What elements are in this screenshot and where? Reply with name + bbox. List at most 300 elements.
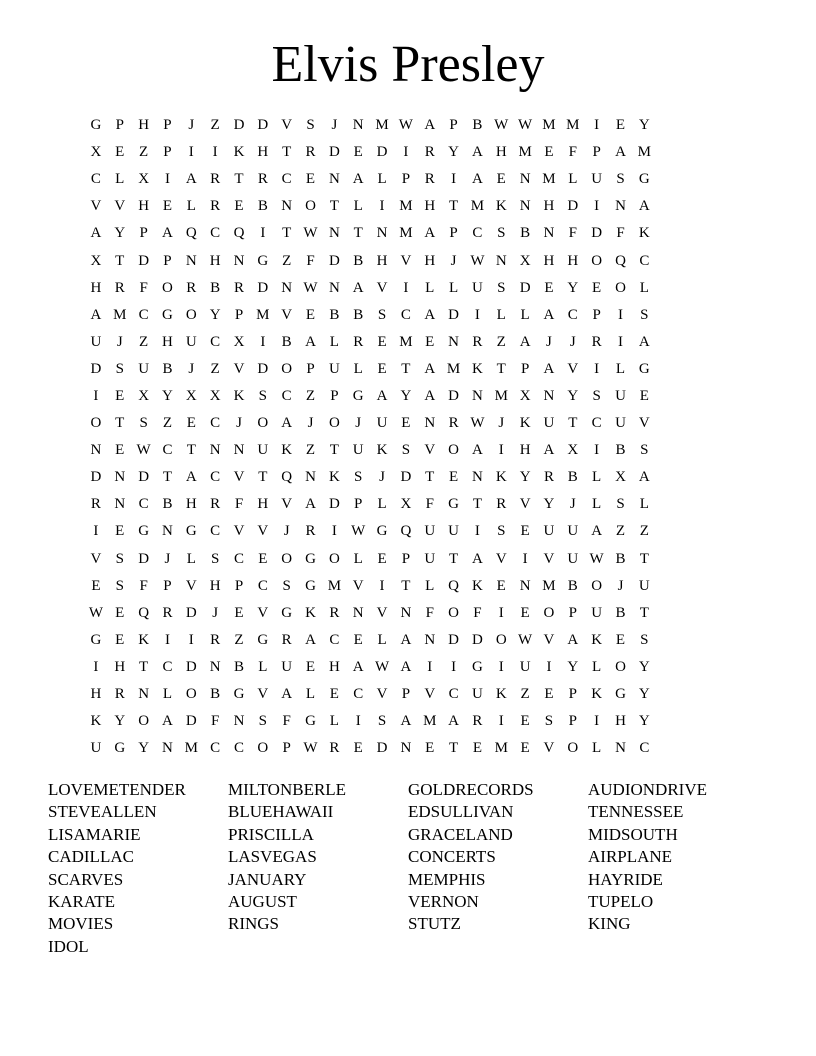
grid-letter: B xyxy=(257,198,268,215)
word-list-item: TENNESSEE xyxy=(588,802,684,822)
word-list-item: EDSULLIVAN xyxy=(408,802,514,822)
grid-letter: L xyxy=(639,496,649,513)
grid-letter: R xyxy=(210,496,221,513)
grid-letter: A xyxy=(352,658,364,675)
grid-letter: J xyxy=(307,415,314,432)
grid-letter: O xyxy=(162,279,173,296)
grid-letter: F xyxy=(568,225,577,242)
grid-letter: E xyxy=(353,144,363,161)
grid-letter: C xyxy=(162,442,173,459)
grid-letter: X xyxy=(400,496,412,513)
grid-letter: R xyxy=(114,279,125,296)
grid-letter: S xyxy=(258,713,267,730)
grid-letter: H xyxy=(519,442,531,459)
grid-letter: T xyxy=(282,225,292,242)
grid-letter: U xyxy=(448,523,459,540)
grid-letter: E xyxy=(544,144,554,161)
grid-letter: N xyxy=(281,279,293,296)
grid-letter: T xyxy=(282,144,292,161)
grid-letter: N xyxy=(328,171,340,188)
grid-letter: E xyxy=(162,198,173,215)
grid-letter: E xyxy=(448,469,459,486)
grid-letter: D xyxy=(448,387,459,404)
grid-letter: Y xyxy=(114,225,126,242)
grid-letter: K xyxy=(495,469,507,486)
grid-letter: U xyxy=(138,360,150,377)
grid-letter: I xyxy=(594,442,600,459)
grid-letter: T xyxy=(139,658,149,675)
grid-letter: Y xyxy=(400,387,412,404)
grid-letter: S xyxy=(210,550,220,567)
grid-letter: U xyxy=(257,442,269,459)
grid-letter: H xyxy=(543,252,555,269)
grid-letter: E xyxy=(592,279,602,296)
grid-letter: Y xyxy=(543,496,555,513)
grid-letter: I xyxy=(188,144,194,161)
grid-letter: L xyxy=(425,279,435,296)
grid-letter: U xyxy=(352,442,364,459)
grid-letter: N xyxy=(615,740,626,757)
grid-letter: G xyxy=(305,550,316,567)
grid-letter: D xyxy=(233,117,245,134)
grid-letter: N xyxy=(328,279,340,296)
word-list-item: VERNON xyxy=(408,892,479,912)
grid-letter: R xyxy=(210,171,221,188)
grid-letter: J xyxy=(283,523,290,540)
grid-letter: V xyxy=(543,631,555,648)
grid-letter: H xyxy=(185,496,197,513)
grid-letter: O xyxy=(543,604,555,621)
grid-letter: L xyxy=(329,713,339,730)
grid-letter: V xyxy=(519,496,531,513)
grid-letter: Y xyxy=(638,658,650,675)
grid-letter: Q xyxy=(185,225,197,242)
grid-letter: L xyxy=(425,577,435,594)
grid-letter: I xyxy=(93,387,99,404)
grid-letter: U xyxy=(424,550,436,567)
grid-letter: S xyxy=(592,387,601,404)
grid-letter: G xyxy=(305,713,316,730)
grid-letter: N xyxy=(305,469,316,486)
grid-letter: E xyxy=(115,442,125,459)
grid-letter: N xyxy=(472,469,483,486)
grid-letter: E xyxy=(377,550,387,567)
grid-letter: I xyxy=(451,658,457,675)
grid-letter: B xyxy=(520,225,531,242)
grid-letter: B xyxy=(233,658,244,675)
letter-grid xyxy=(84,112,656,762)
grid-letter: D xyxy=(328,144,340,161)
grid-letter: O xyxy=(257,415,269,432)
grid-letter: Y xyxy=(567,658,579,675)
grid-letter: V xyxy=(185,577,197,594)
grid-letter: I xyxy=(93,523,99,540)
grid-row xyxy=(84,681,656,708)
grid-letter: U xyxy=(543,523,555,540)
grid-letter: H xyxy=(138,117,150,134)
grid-letter: E xyxy=(544,686,554,703)
grid-letter: R xyxy=(114,686,125,703)
grid-letter: S xyxy=(258,387,267,404)
grid-letter: H xyxy=(567,252,579,269)
grid-letter: E xyxy=(115,144,125,161)
grid-letter: Z xyxy=(496,333,506,350)
grid-letter: K xyxy=(591,686,603,703)
grid-letter: K xyxy=(90,713,102,730)
grid-letter: D xyxy=(376,144,388,161)
grid-letter: E xyxy=(425,740,435,757)
grid-letter: N xyxy=(472,387,483,404)
grid-letter: I xyxy=(594,198,600,215)
grid-letter: E xyxy=(353,740,363,757)
grid-letter: E xyxy=(115,604,125,621)
grid-letter: T xyxy=(162,469,173,486)
grid-letter: I xyxy=(403,144,409,161)
grid-letter: S xyxy=(115,550,124,567)
grid-letter: Z xyxy=(520,686,530,703)
grid-letter: J xyxy=(164,550,171,567)
grid-letter: I xyxy=(498,442,504,459)
grid-letter: D xyxy=(400,469,412,486)
grid-letter: R xyxy=(257,171,268,188)
grid-letter: O xyxy=(615,279,626,296)
grid-letter: K xyxy=(281,442,293,459)
grid-letter: O xyxy=(591,577,603,594)
grid-letter: M xyxy=(399,225,413,242)
grid-letter: C xyxy=(281,387,292,404)
grid-letter: Z xyxy=(282,252,292,269)
grid-row xyxy=(84,329,656,356)
word-list-item: HAYRIDE xyxy=(588,869,663,889)
grid-letter: A xyxy=(352,171,364,188)
grid-letter: P xyxy=(449,117,458,134)
grid-letter: Z xyxy=(210,117,220,134)
grid-letter: C xyxy=(353,686,364,703)
grid-letter: R xyxy=(353,333,364,350)
grid-letter: Z xyxy=(305,442,316,459)
grid-letter: P xyxy=(401,171,411,188)
grid-letter: Y xyxy=(209,306,221,323)
grid-letter: S xyxy=(497,523,506,540)
grid-letter: W xyxy=(303,740,318,757)
grid-letter: A xyxy=(424,360,436,377)
grid-letter: P xyxy=(568,713,577,730)
grid-letter: U xyxy=(185,333,197,350)
grid-letter: F xyxy=(282,713,291,730)
grid-letter: Y xyxy=(567,387,579,404)
word-list-item: BLUEHAWAII xyxy=(228,802,334,822)
grid-letter: O xyxy=(305,198,316,215)
grid-letter: H xyxy=(162,333,173,350)
grid-letter: D xyxy=(472,631,483,648)
grid-letter: V xyxy=(376,604,388,621)
grid-letter: P xyxy=(520,360,530,377)
grid-letter: V xyxy=(233,469,245,486)
grid-letter: H xyxy=(495,144,507,161)
grid-letter: W xyxy=(398,117,413,134)
grid-row xyxy=(84,275,656,302)
grid-letter: W xyxy=(303,225,318,242)
grid-letter: U xyxy=(90,740,102,757)
grid-letter: D xyxy=(90,360,102,377)
grid-letter: C xyxy=(210,333,221,350)
grid-letter: J xyxy=(498,415,505,432)
grid-letter: D xyxy=(257,360,269,377)
grid-letter: X xyxy=(138,387,150,404)
grid-letter: P xyxy=(592,306,601,323)
grid-letter: V xyxy=(233,360,245,377)
grid-letter: W xyxy=(494,117,509,134)
grid-letter: E xyxy=(425,333,435,350)
grid-letter: E xyxy=(520,713,530,730)
grid-row xyxy=(84,139,656,166)
grid-letter: J xyxy=(569,333,576,350)
grid-letter: T xyxy=(329,442,339,459)
grid-letter: P xyxy=(234,577,244,594)
grid-letter: O xyxy=(591,252,603,269)
grid-letter: R xyxy=(329,740,340,757)
grid-letter: E xyxy=(91,577,101,594)
grid-letter: M xyxy=(542,577,556,594)
grid-letter: L xyxy=(162,686,173,703)
grid-letter: F xyxy=(425,496,434,513)
grid-letter: G xyxy=(448,496,459,513)
grid-letter: H xyxy=(90,279,102,296)
grid-letter: N xyxy=(495,252,507,269)
grid-letter: Y xyxy=(448,144,459,161)
grid-row xyxy=(84,112,656,139)
word-column xyxy=(48,779,228,958)
grid-letter: A xyxy=(472,144,483,161)
grid-row xyxy=(84,302,656,329)
grid-letter: B xyxy=(567,469,578,486)
grid-letter: I xyxy=(164,631,170,648)
grid-letter: R xyxy=(90,496,101,513)
grid-letter: J xyxy=(450,252,457,269)
grid-letter: C xyxy=(233,740,244,757)
grid-letter: N xyxy=(543,387,555,404)
grid-letter: M xyxy=(113,306,127,323)
grid-row xyxy=(84,600,656,627)
grid-letter: B xyxy=(353,252,364,269)
grid-letter: Q xyxy=(615,252,626,269)
grid-letter: S xyxy=(640,442,649,459)
word-list-item: LISAMARIE xyxy=(48,824,141,844)
grid-letter: E xyxy=(377,333,387,350)
word-column xyxy=(228,779,408,958)
grid-letter: L xyxy=(592,496,602,513)
grid-letter: O xyxy=(185,306,197,323)
grid-row xyxy=(84,464,656,491)
grid-letter: E xyxy=(329,686,339,703)
grid-letter: N xyxy=(352,604,364,621)
grid-letter: C xyxy=(138,496,149,513)
grid-letter: S xyxy=(640,631,649,648)
grid-letter: T xyxy=(448,550,459,567)
grid-letter: H xyxy=(328,658,340,675)
grid-letter: B xyxy=(472,117,483,134)
grid-letter: O xyxy=(448,604,459,621)
grid-letter: L xyxy=(377,496,387,513)
grid-letter: E xyxy=(520,740,530,757)
grid-letter: X xyxy=(185,387,197,404)
grid-letter: D xyxy=(185,713,197,730)
grid-letter: E xyxy=(544,279,554,296)
grid-letter: R xyxy=(186,279,197,296)
word-list-item: TUPELO xyxy=(588,892,654,912)
grid-letter: V xyxy=(114,198,126,215)
word-list-item: STEVEALLEN xyxy=(48,802,157,822)
grid-letter: X xyxy=(138,171,150,188)
grid-letter: P xyxy=(139,225,148,242)
grid-letter: E xyxy=(305,658,316,675)
grid-letter: G xyxy=(114,740,126,757)
grid-letter: T xyxy=(496,360,506,377)
grid-letter: A xyxy=(400,713,412,730)
grid-letter: J xyxy=(236,415,242,432)
grid-letter: U xyxy=(424,523,436,540)
grid-letter: R xyxy=(233,279,244,296)
grid-letter: H xyxy=(424,252,436,269)
grid-letter: F xyxy=(139,279,148,296)
grid-letter: Q xyxy=(400,523,412,540)
grid-letter: I xyxy=(474,306,480,323)
grid-letter: H xyxy=(114,658,126,675)
grid-letter: V xyxy=(281,306,293,323)
grid-letter: T xyxy=(329,198,339,215)
word-list-item: CONCERTS xyxy=(408,847,496,867)
grid-letter: L xyxy=(186,550,196,567)
grid-letter: A xyxy=(281,686,293,703)
grid-letter: A xyxy=(448,713,459,730)
grid-letter: Z xyxy=(305,387,316,404)
grid-letter: Q xyxy=(448,577,459,594)
grid-letter: P xyxy=(163,144,172,161)
word-list-item: IDOL xyxy=(48,936,89,956)
grid-letter: J xyxy=(569,496,576,513)
word-list-item: MILTONBERLE xyxy=(228,780,347,799)
grid-letter: S xyxy=(139,415,148,432)
grid-letter: P xyxy=(592,144,601,161)
grid-letter: N xyxy=(519,198,531,215)
grid-letter: X xyxy=(519,252,531,269)
grid-letter: A xyxy=(424,117,436,134)
grid-row xyxy=(84,573,656,600)
grid-letter: L xyxy=(258,658,268,675)
grid-letter: A xyxy=(281,415,293,432)
grid-letter: A xyxy=(376,387,388,404)
grid-letter: E xyxy=(353,631,363,648)
grid-letter: I xyxy=(498,658,504,675)
grid-letter: O xyxy=(138,713,150,730)
grid-letter: Y xyxy=(519,469,531,486)
grid-letter: V xyxy=(543,740,555,757)
grid-letter: E xyxy=(305,306,316,323)
grid-letter: R xyxy=(305,523,316,540)
grid-letter: N xyxy=(162,523,173,540)
grid-letter: F xyxy=(568,144,577,161)
grid-letter: V xyxy=(352,577,364,594)
grid-letter: E xyxy=(520,604,530,621)
grid-letter: J xyxy=(617,577,624,594)
grid-letter: I xyxy=(522,550,528,567)
grid-letter: N xyxy=(615,198,626,215)
grid-letter: R xyxy=(424,144,435,161)
grid-letter: C xyxy=(448,686,459,703)
grid-letter: I xyxy=(594,117,600,134)
grid-letter: L xyxy=(186,198,196,215)
grid-letter: W xyxy=(351,523,366,540)
grid-letter: A xyxy=(424,387,436,404)
word-list-item: CADILLAC xyxy=(48,847,134,867)
grid-letter: I xyxy=(617,333,623,350)
grid-letter: O xyxy=(448,442,459,459)
grid-letter: V xyxy=(281,117,293,134)
grid-letter: Y xyxy=(162,387,173,404)
grid-letter: W xyxy=(470,252,485,269)
grid-letter: N xyxy=(376,225,388,242)
grid-letter: E xyxy=(305,171,316,188)
grid-letter: L xyxy=(377,171,387,188)
grid-letter: D xyxy=(138,550,150,567)
grid-letter: F xyxy=(616,225,625,242)
grid-letter: E xyxy=(377,360,387,377)
word-list-item: STUTZ xyxy=(408,914,461,934)
grid-letter: I xyxy=(260,333,266,350)
grid-letter: R xyxy=(305,144,316,161)
grid-letter: C xyxy=(210,740,221,757)
grid-letter: P xyxy=(282,740,291,757)
grid-letter: A xyxy=(400,631,412,648)
word-column xyxy=(408,779,588,958)
grid-letter: D xyxy=(591,225,603,242)
grid-letter: I xyxy=(93,658,99,675)
grid-letter: K xyxy=(233,387,245,404)
word-list-item: KARATE xyxy=(48,892,116,912)
grid-letter: R xyxy=(472,713,483,730)
grid-row xyxy=(84,627,656,654)
grid-letter: N xyxy=(400,604,412,621)
grid-letter: A xyxy=(472,171,483,188)
grid-letter: B xyxy=(615,442,626,459)
grid-letter: A xyxy=(472,442,483,459)
grid-letter: R xyxy=(162,604,173,621)
grid-letter: X xyxy=(90,144,102,161)
grid-letter: C xyxy=(400,306,411,323)
grid-letter: A xyxy=(90,306,102,323)
grid-row xyxy=(84,247,656,274)
grid-letter: V xyxy=(376,279,388,296)
grid-letter: R xyxy=(591,333,602,350)
grid-letter: C xyxy=(90,171,101,188)
grid-letter: H xyxy=(138,198,150,215)
grid-letter: W xyxy=(303,279,318,296)
grid-letter: A xyxy=(519,333,531,350)
grid-letter: B xyxy=(210,279,221,296)
grid-letter: A xyxy=(185,469,197,486)
grid-letter: G xyxy=(472,658,483,675)
grid-letter: C xyxy=(210,469,221,486)
grid-letter: G xyxy=(376,523,388,540)
grid-row xyxy=(84,491,656,518)
grid-letter: G xyxy=(90,631,102,648)
grid-letter: E xyxy=(472,740,482,757)
grid-letter: W xyxy=(470,415,485,432)
grid-letter: N xyxy=(114,469,126,486)
grid-letter: A xyxy=(305,631,316,648)
grid-letter: A xyxy=(638,469,650,486)
grid-letter: U xyxy=(591,171,603,188)
